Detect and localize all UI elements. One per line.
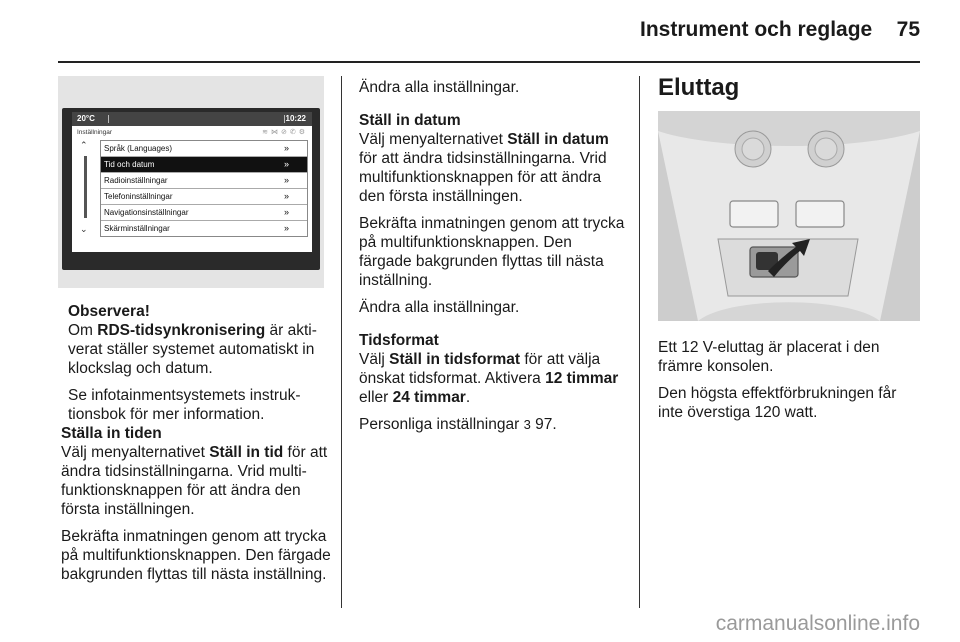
chevron-right-icon: » (283, 159, 289, 169)
note-title: Observera! (68, 303, 150, 320)
body-paragraph: Ändra alla inställningar. (359, 79, 520, 96)
body-paragraph: Bekräfta inmatningen genom att trycka på multifunktionsknappen. Den färgade bakgrunden flyttas till nästa inställning. (61, 528, 331, 583)
set-date-section (359, 78, 627, 442)
chevron-right-icon: » (283, 207, 289, 217)
menu-term: 12 timmar (545, 370, 619, 387)
chevron-right-icon: » (283, 223, 289, 233)
eluttag-section (658, 74, 922, 111)
wifi-icon: ≋ (262, 129, 271, 136)
body-paragraph: Ändra alla inställningar. (359, 299, 520, 316)
menu-row[interactable] (101, 189, 307, 205)
menu-row-label: Tid och datum (104, 160, 155, 169)
menu-row[interactable] (101, 221, 307, 236)
chevron-right-icon: » (283, 143, 289, 153)
text: Välj (359, 351, 390, 368)
menu-term: 24 timmar (392, 389, 466, 406)
scrollbar[interactable] (84, 156, 87, 218)
signal-icon: ⋈ (270, 129, 281, 136)
mute-icon: ⊘ (280, 129, 290, 136)
column-divider (341, 76, 342, 608)
status-separator (108, 115, 109, 123)
menu-row-label: Radioinställningar (104, 176, 168, 185)
text: för att välja önskat tidsformat. Aktivera (359, 351, 601, 387)
chevron-right-icon: » (283, 191, 289, 201)
menu-term: Ställ in datum (507, 131, 609, 148)
display-screen (72, 112, 312, 252)
screen-subheader (72, 127, 312, 138)
body-paragraph (359, 350, 627, 407)
screen-subtitle: Inställningar (77, 129, 113, 136)
text: Välj menyalternativet (359, 131, 508, 148)
power-socket-figure (658, 111, 920, 321)
display-bezel (62, 108, 320, 270)
note-paragraph: Se infotainmentsystemets instruk-tionsbok för mer information. (68, 387, 301, 423)
section-title: Eluttag (658, 74, 740, 101)
text: för att ändra tidsinställningarna. Vrid multi-funktionsknappen för att ändra den första inställningen. (61, 444, 328, 518)
menu-row-label: Navigationsinställningar (104, 208, 189, 217)
menu-row[interactable] (101, 173, 307, 189)
menu-row-label: Språk (Languages) (104, 144, 173, 153)
page-reference[interactable]: 97. (530, 416, 557, 433)
body-paragraph (359, 415, 627, 434)
menu-row[interactable] (101, 157, 307, 173)
settings-icon: ⚙ (298, 129, 308, 136)
scroll-up-icon[interactable]: ⌃ (80, 140, 88, 150)
menu-term: Ställ in tid (209, 444, 284, 461)
page-reference-icon[interactable]: 3 (523, 417, 531, 432)
section-heading: Ställ in datum (359, 112, 461, 129)
power-socket-illustration (658, 111, 920, 321)
body-paragraph: Ett 12 V-eluttag är placerat i den främre konsolen. (658, 339, 880, 375)
body-paragraph (61, 443, 339, 519)
header-title: Instrument och reglage (640, 18, 873, 41)
body-paragraph (359, 130, 627, 206)
text: är akti-verat ställer systemet automatiskt in klockslag och datum. (68, 322, 317, 377)
menu-term: Ställ in tidsformat (389, 351, 521, 368)
menu-row-label: Skärminställningar (104, 224, 170, 233)
text: Om (68, 322, 98, 339)
column-divider (639, 76, 640, 608)
status-icons (262, 127, 308, 138)
menu-row[interactable] (101, 205, 307, 221)
temperature-readout: 20°C (77, 114, 95, 123)
text: . (465, 389, 471, 406)
clock-readout: 10:22 (285, 114, 306, 123)
eluttag-text (658, 338, 922, 430)
infotainment-figure (58, 76, 324, 288)
body-paragraph: Bekräfta inmatningen genom att trycka på multifunktionsknappen. Den färgade bakgrunden flyttas till nästa inställning. (359, 215, 625, 289)
header-rule (58, 61, 920, 63)
note-box (68, 302, 330, 432)
text: för att ändra tidsinställningarna. Vrid multifunktionsknappen för att ändra den första inställningen. (359, 150, 607, 205)
text: eller (359, 389, 393, 406)
settings-menu (100, 140, 308, 237)
text: Personliga inställningar (359, 416, 520, 433)
menu-row-label: Telefoninställningar (104, 192, 173, 201)
chevron-right-icon: » (283, 175, 289, 185)
status-bar (72, 112, 312, 126)
menu-row[interactable] (101, 141, 307, 157)
scroll-down-icon[interactable]: ⌄ (80, 224, 88, 234)
set-time-section (61, 424, 339, 592)
body-paragraph: Den högsta effektförbrukningen får inte överstiga 120 watt. (658, 385, 897, 421)
section-heading: Tidsformat (359, 332, 439, 349)
term: RDS-tidsynkronisering (97, 322, 266, 339)
section-heading: Ställa in tiden (61, 425, 162, 442)
phone-icon: ✆ (289, 129, 299, 136)
site-watermark: carmanualsonline.info (715, 612, 920, 635)
text: Välj menyalternativet (61, 444, 210, 461)
note-paragraph (68, 321, 330, 378)
page-number: 75 (896, 18, 920, 41)
